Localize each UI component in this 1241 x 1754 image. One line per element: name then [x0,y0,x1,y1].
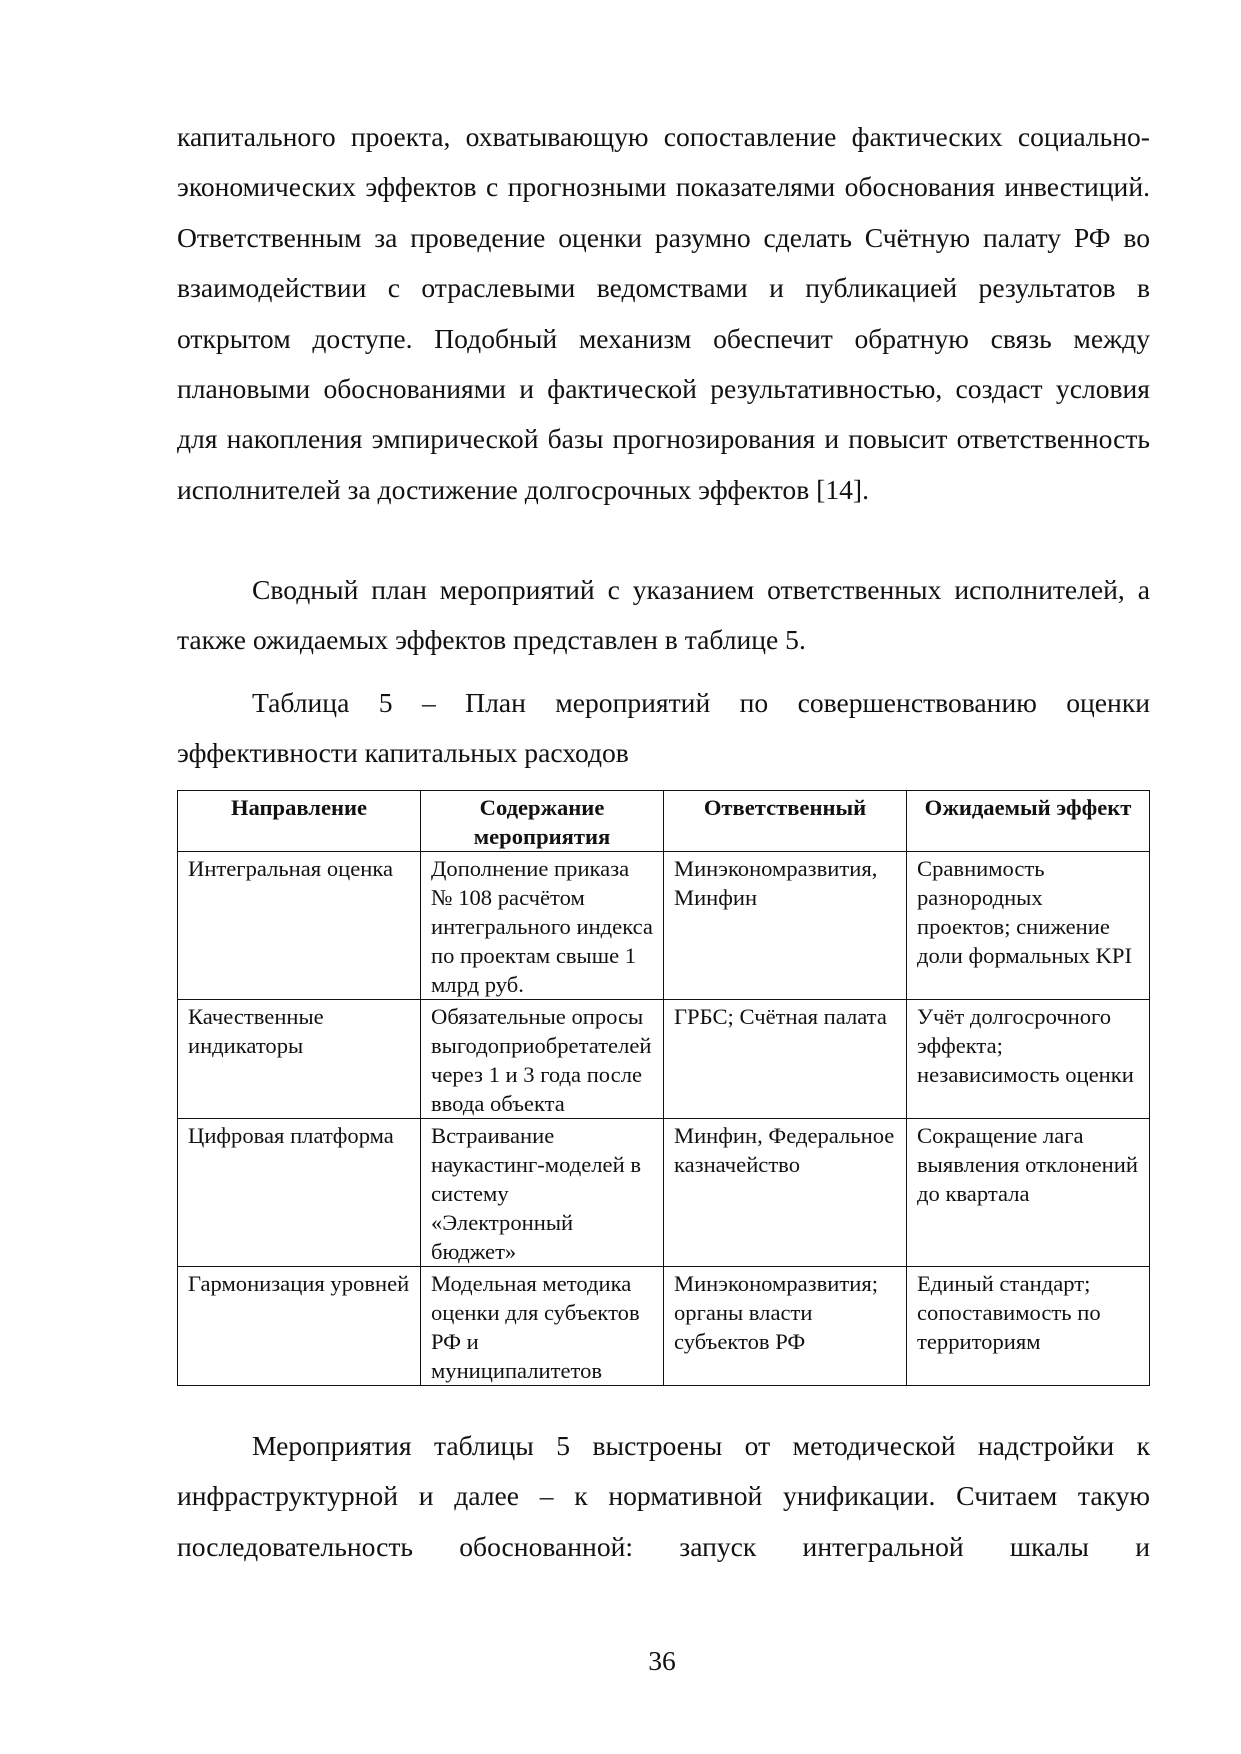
table-row [178,1000,1150,1119]
cell-effect: Учёт долгосрочного эффекта; независимость оценки [907,1000,1150,1119]
header-content: Содержание мероприятия [421,791,664,852]
cell-effect: Единый стандарт; сопоставимость по территориям [907,1267,1150,1386]
table-row [178,1119,1150,1267]
cell-content: Дополнение приказа № 108 расчётом интегрального индекса по проектам свыше 1 млрд руб. [421,852,664,1000]
cell-direction: Цифровая платформа [178,1119,421,1267]
cell-content: Модельная методика оценки для субъектов РФ и муниципалитетов [421,1267,664,1386]
cell-responsible: Минэкономразвития, Минфин [664,852,907,1000]
paragraph-conclusion: Мероприятия таблицы 5 выстроены от методической надстройки к инфраструктурной и далее – к нормативной унификации. Считаем такую последовательность обоснованной: запуск интегральной шкалы и [177,1430,1150,1562]
page-number: 36 [648,1645,676,1676]
header-responsible: Ответственный [664,791,907,852]
paragraph-intro: капитального проекта, охватывающую сопоставление фактических социально-экономических эффектов с прогнозными показателями обоснования инвестиций. Ответственным за проведение оценки разумно сделать Счётную палату РФ во взаимодействии с отраслевыми ведомствами и публикацией результатов в открытом доступе. Подобный механизм обеспечит обратную связь между плановыми обоснованиями и фактической результативностью, создаст условия для накопления эмпирической базы прогнозирования и повысит ответственность исполнителей за достижение долгосрочных эффектов [14]. [177,121,1150,505]
cell-direction: Интегральная оценка [178,852,421,1000]
paragraph-table-reference: Сводный план мероприятий с указанием ответственных исполнителей, а также ожидаемых эффектов представлен в таблице 5. [177,574,1150,656]
cell-direction: Качественные индикаторы [178,1000,421,1119]
header-direction: Направление [178,791,421,852]
cell-responsible: Минэкономразвития; органы власти субъектов РФ [664,1267,907,1386]
table-row [178,1267,1150,1386]
table-caption: Таблица 5 – План мероприятий по совершенствованию оценки эффективности капитальных расходов [177,687,1150,769]
cell-direction: Гармонизация уровней [178,1267,421,1386]
cell-content: Встраивание наукастинг-моделей в систему «Электронный бюджет» [421,1119,664,1267]
table-row [178,852,1150,1000]
cell-responsible: ГРБС; Счётная палата [664,1000,907,1119]
cell-effect: Сокращение лага выявления отклонений до квартала [907,1119,1150,1267]
measures-table [177,790,1150,1386]
header-expected-effect: Ожидаемый эффект [907,791,1150,852]
cell-content: Обязательные опросы выгодоприобретателей через 1 и 3 года после ввода объекта [421,1000,664,1119]
cell-responsible: Минфин, Федеральное казначейство [664,1119,907,1267]
table-header-row [178,791,1150,852]
cell-effect: Сравнимость разнородных проектов; снижение доли формальных KPI [907,852,1150,1000]
